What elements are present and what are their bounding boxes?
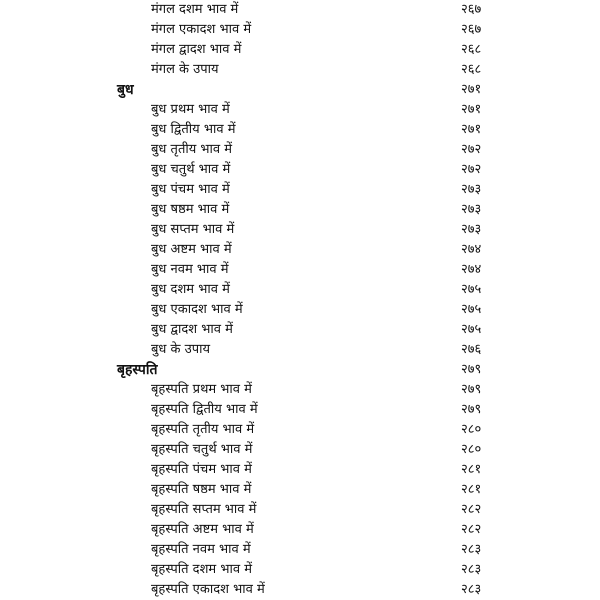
toc-page-number: २७५ [461, 302, 482, 317]
toc-entry-label: बुध तृतीय भाव में [151, 142, 233, 157]
toc-entry-label: बृहस्पति दशम भाव में [151, 562, 252, 577]
toc-entry-label: बृहस्पति पंचम भाव में [151, 462, 252, 477]
toc-page-number: २७३ [461, 222, 482, 237]
toc-entry-label: बुध सप्तम भाव में [151, 222, 235, 237]
toc-row [0, 140, 600, 160]
toc-entry-label: बुध दशम भाव में [151, 282, 230, 297]
toc-row [0, 160, 600, 180]
toc-entry-label: बृहस्पति एकादश भाव में [151, 582, 265, 597]
toc-entry-label: मंगल के उपाय [151, 62, 219, 77]
toc-page-number: २७२ [461, 162, 482, 177]
toc-page-number: २७१ [461, 82, 482, 97]
toc-entry-label: बुध एकादश भाव में [151, 302, 243, 317]
toc-entry-label: मंगल दशम भाव में [151, 2, 239, 17]
toc-page-number: २८१ [461, 462, 482, 477]
toc-page-number: २८२ [461, 502, 482, 517]
toc-page-number: २८१ [461, 482, 482, 497]
toc-entry-label: बुध चतुर्थ भाव में [151, 162, 231, 177]
toc-page-number: २६८ [461, 62, 482, 77]
toc-entry-label: बुध षष्ठम भाव में [151, 202, 230, 217]
toc-page-number: २७२ [461, 142, 482, 157]
toc-entry-label: बुध नवम भाव में [151, 262, 229, 277]
toc-row [0, 420, 600, 440]
toc-entry-label: बुध पंचम भाव में [151, 182, 230, 197]
toc-section-heading [0, 360, 600, 380]
toc-page-number: २८२ [461, 522, 482, 537]
toc-entry-label: बृहस्पति नवम भाव में [151, 542, 251, 557]
toc-entry-label: बुध के उपाय [151, 342, 211, 357]
toc-row [0, 480, 600, 500]
toc-section-heading [0, 80, 600, 100]
toc-row [0, 200, 600, 220]
toc-entry-label: बृहस्पति प्रथम भाव में [151, 382, 252, 397]
toc-row [0, 240, 600, 260]
toc-entry-label: बृहस्पति चतुर्थ भाव में [151, 442, 253, 457]
toc-row [0, 320, 600, 340]
toc-row [0, 0, 600, 20]
toc-page-number: २६७ [461, 2, 482, 17]
toc-entry-label: बृहस्पति तृतीय भाव में [151, 422, 255, 437]
section-heading-label: बुध [117, 82, 134, 98]
toc-page-number: २७६ [461, 342, 482, 357]
toc-row [0, 40, 600, 60]
toc-page-number: २७१ [461, 122, 482, 137]
toc-page-number: २६७ [461, 22, 482, 37]
toc-page-number: २८० [461, 422, 482, 437]
toc-page-number: २८३ [461, 542, 482, 557]
toc-row [0, 380, 600, 400]
toc-page-number: २७४ [461, 262, 482, 277]
toc-row [0, 460, 600, 480]
toc-entry-label: बुध अष्टम भाव में [151, 242, 232, 257]
toc-page-number: २७९ [461, 382, 482, 397]
toc-row [0, 180, 600, 200]
toc-row [0, 400, 600, 420]
toc-page-number: २७३ [461, 202, 482, 217]
toc-row [0, 260, 600, 280]
section-heading-label: बृहस्पति [117, 362, 158, 378]
toc-page-number: २८३ [461, 562, 482, 577]
toc-page-number: २७५ [461, 282, 482, 297]
toc-page-number: २८३ [461, 582, 482, 597]
toc-entry-label: बृहस्पति द्वितीय भाव में [151, 402, 258, 417]
toc-entry-label: मंगल एकादश भाव में [151, 22, 252, 37]
toc-row [0, 340, 600, 360]
toc-entry-label: बुध द्वादश भाव में [151, 322, 233, 337]
toc-entry-label: बुध प्रथम भाव में [151, 102, 230, 117]
toc-entry-label: बुध द्वितीय भाव में [151, 122, 236, 137]
toc-page-number: २७५ [461, 322, 482, 337]
toc-row [0, 560, 600, 580]
toc-row [0, 500, 600, 520]
toc-entry-label: बृहस्पति अष्टम भाव में [151, 522, 254, 537]
toc-entry-label: बृहस्पति षष्ठम भाव में [151, 482, 252, 497]
toc-row [0, 520, 600, 540]
toc-row [0, 120, 600, 140]
toc-row [0, 580, 600, 600]
toc-row [0, 300, 600, 320]
toc-row [0, 220, 600, 240]
toc-page-number: २७३ [461, 182, 482, 197]
toc-row [0, 100, 600, 120]
toc-row [0, 20, 600, 40]
toc-page-number: २७४ [461, 242, 482, 257]
toc-page-number: २८० [461, 442, 482, 457]
toc-row [0, 60, 600, 80]
toc-entry-label: मंगल द्वादश भाव में [151, 42, 242, 57]
toc-row [0, 540, 600, 560]
toc-page-number: २७९ [461, 362, 482, 377]
toc-row [0, 280, 600, 300]
toc-row [0, 440, 600, 460]
toc-page-number: २७१ [461, 102, 482, 117]
toc-entry-label: बृहस्पति सप्तम भाव में [151, 502, 257, 517]
toc-page-number: २७९ [461, 402, 482, 417]
toc-page-number: २६८ [461, 42, 482, 57]
